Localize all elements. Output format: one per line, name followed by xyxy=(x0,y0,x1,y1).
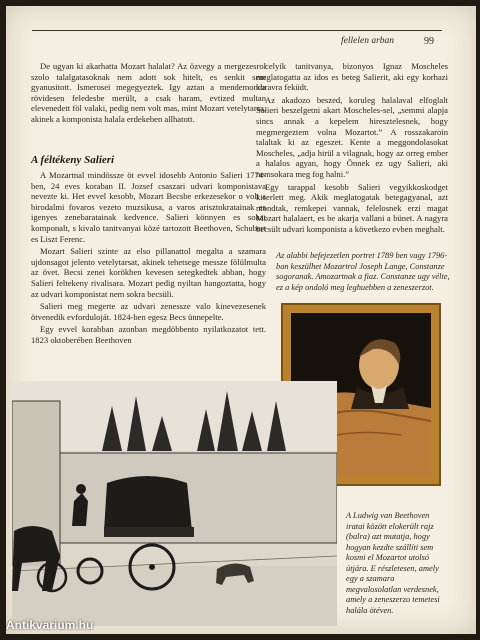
section-paragraph: Mozart Salieri szinte az elso pillanattol megalta a szamara ujdonsagot jelento vetelytarsat, akinek tehetsege messze fölülmulta az övet. Becsi zenei korökben kevesen setegkedtek abban, hogy Salieri feltekeny rivalisara. Mozart pedig nyiltan hangoztatta, hogy az udvari komponistat nem sokra becsüli. xyxy=(31,246,266,299)
watermark-text: Antikvarium.hu xyxy=(6,618,94,632)
right-paragraph: Egy tarappal kesobb Salieri vegyikkoskodget kiserlett meg. Akik meglatogatak betegagyanal, azt mondtak, remkepei vannak, felelosnek erzi magat Mozart halalaert, es be akarja vallani a bünet. A nagyra becsült udvari komponista a következo evben meghalt. xyxy=(256,181,448,234)
hearse-carriage-icon xyxy=(12,381,337,626)
section-paragraph: Egy evvel korabban azonban megdöbbento nyilatkozatot tett. 1823 oktoberében Beethoven xyxy=(31,324,266,345)
section-column xyxy=(31,170,266,348)
page-number: 99 xyxy=(424,36,434,47)
intro-paragraph: De ugyan ki akarhatta Mozart halalat? Az özvegy a mergezesrol szolo talalgatasoknak nem adott sok hitelt, es senkit sem gyanusitott. Ismerosei megegyeztek. Igy aztan a mendemonda rövidesen feledesbe merült, a csak haram, evtized multan elevenedett föl valaki, pedig nem volt mas, mint Mozart vetelytarsa, akinek a komponista halala erdekeben allhatott. xyxy=(31,61,266,124)
section-paragraph: A Mozartnal mindössze öt evvel idosebb Antonio Salieri 1774-ben, 24 eves koraban II. Jozsef csaszari udvari komponistava nevezte ki. Het evvel kesobb, Mozart Becsbe erkezesekor o volt a birodalmi fovaros vezeto muzsikusa, a varos arisztokratainak es igenyes zenebaratainak kedvence. Salieri könnyen es sokat komponalt, s kivalo tanitvanyai közé tartozott Beethoven, Schubert es Liszt Ferenc. xyxy=(31,170,266,244)
intro-column xyxy=(31,61,266,127)
engraving-drawing xyxy=(12,381,337,626)
running-head: fellelen arban xyxy=(341,36,395,46)
right-paragraph: Az akadozo beszed, koruleg halalaval elfoglalt Salieri beszelgetni akart Moscheles-sel, „semmi alapja sincs annak a kepelem hiresztelesnek, hogy megmergeztem volna Mozartot.” A rosszakaroin talaltak ki az egeszet. Kente a meggondolasokat Moscheles, „adja hirül a vilagnak, hogy az orreg ember a halalos agyan, hogy Önnek ez ugy Salieri, aki nemsokara meg fog halni.” xyxy=(256,94,448,179)
portrait-caption: Az alabbi befejezetlen portret 1789 ben vagy 1796-ban keszülhet Mozartrol Joseph Lange, Constanze sogoranak. Amozartnak a fiaz. Constanze ugy vélte, ez a kép ondoló meg leghuebben a zeneszerzot. xyxy=(276,251,450,292)
section-paragraph: Salieri meg megerte az udvari zenessze valo kinevezesenek ötvenedik evforduloját. 1824-ben egesz Becs ünnepelte. xyxy=(31,301,266,322)
right-paragraph: celyik tanitvanya, bizonyos Ignaz Moscheles meglatogatta az idos es beteg Salierit, aki egy korhazi koravra feküdt. xyxy=(256,61,448,93)
book-page xyxy=(6,6,476,634)
section-heading: A féltékeny Salieri xyxy=(31,154,115,166)
engraving-caption: A Ludwig van Beethoven iratai között elokerült rajz (balra) azt mutatja, hogy hogyan kezdte szállíti sem kosmi el Mozartot utolsó útjára. E részletesen, amely egy a szamara megvalosolatlan verdesnek, amely a zeneszerzo temetesi halála ötéven. xyxy=(346,511,440,615)
right-column xyxy=(256,61,448,237)
